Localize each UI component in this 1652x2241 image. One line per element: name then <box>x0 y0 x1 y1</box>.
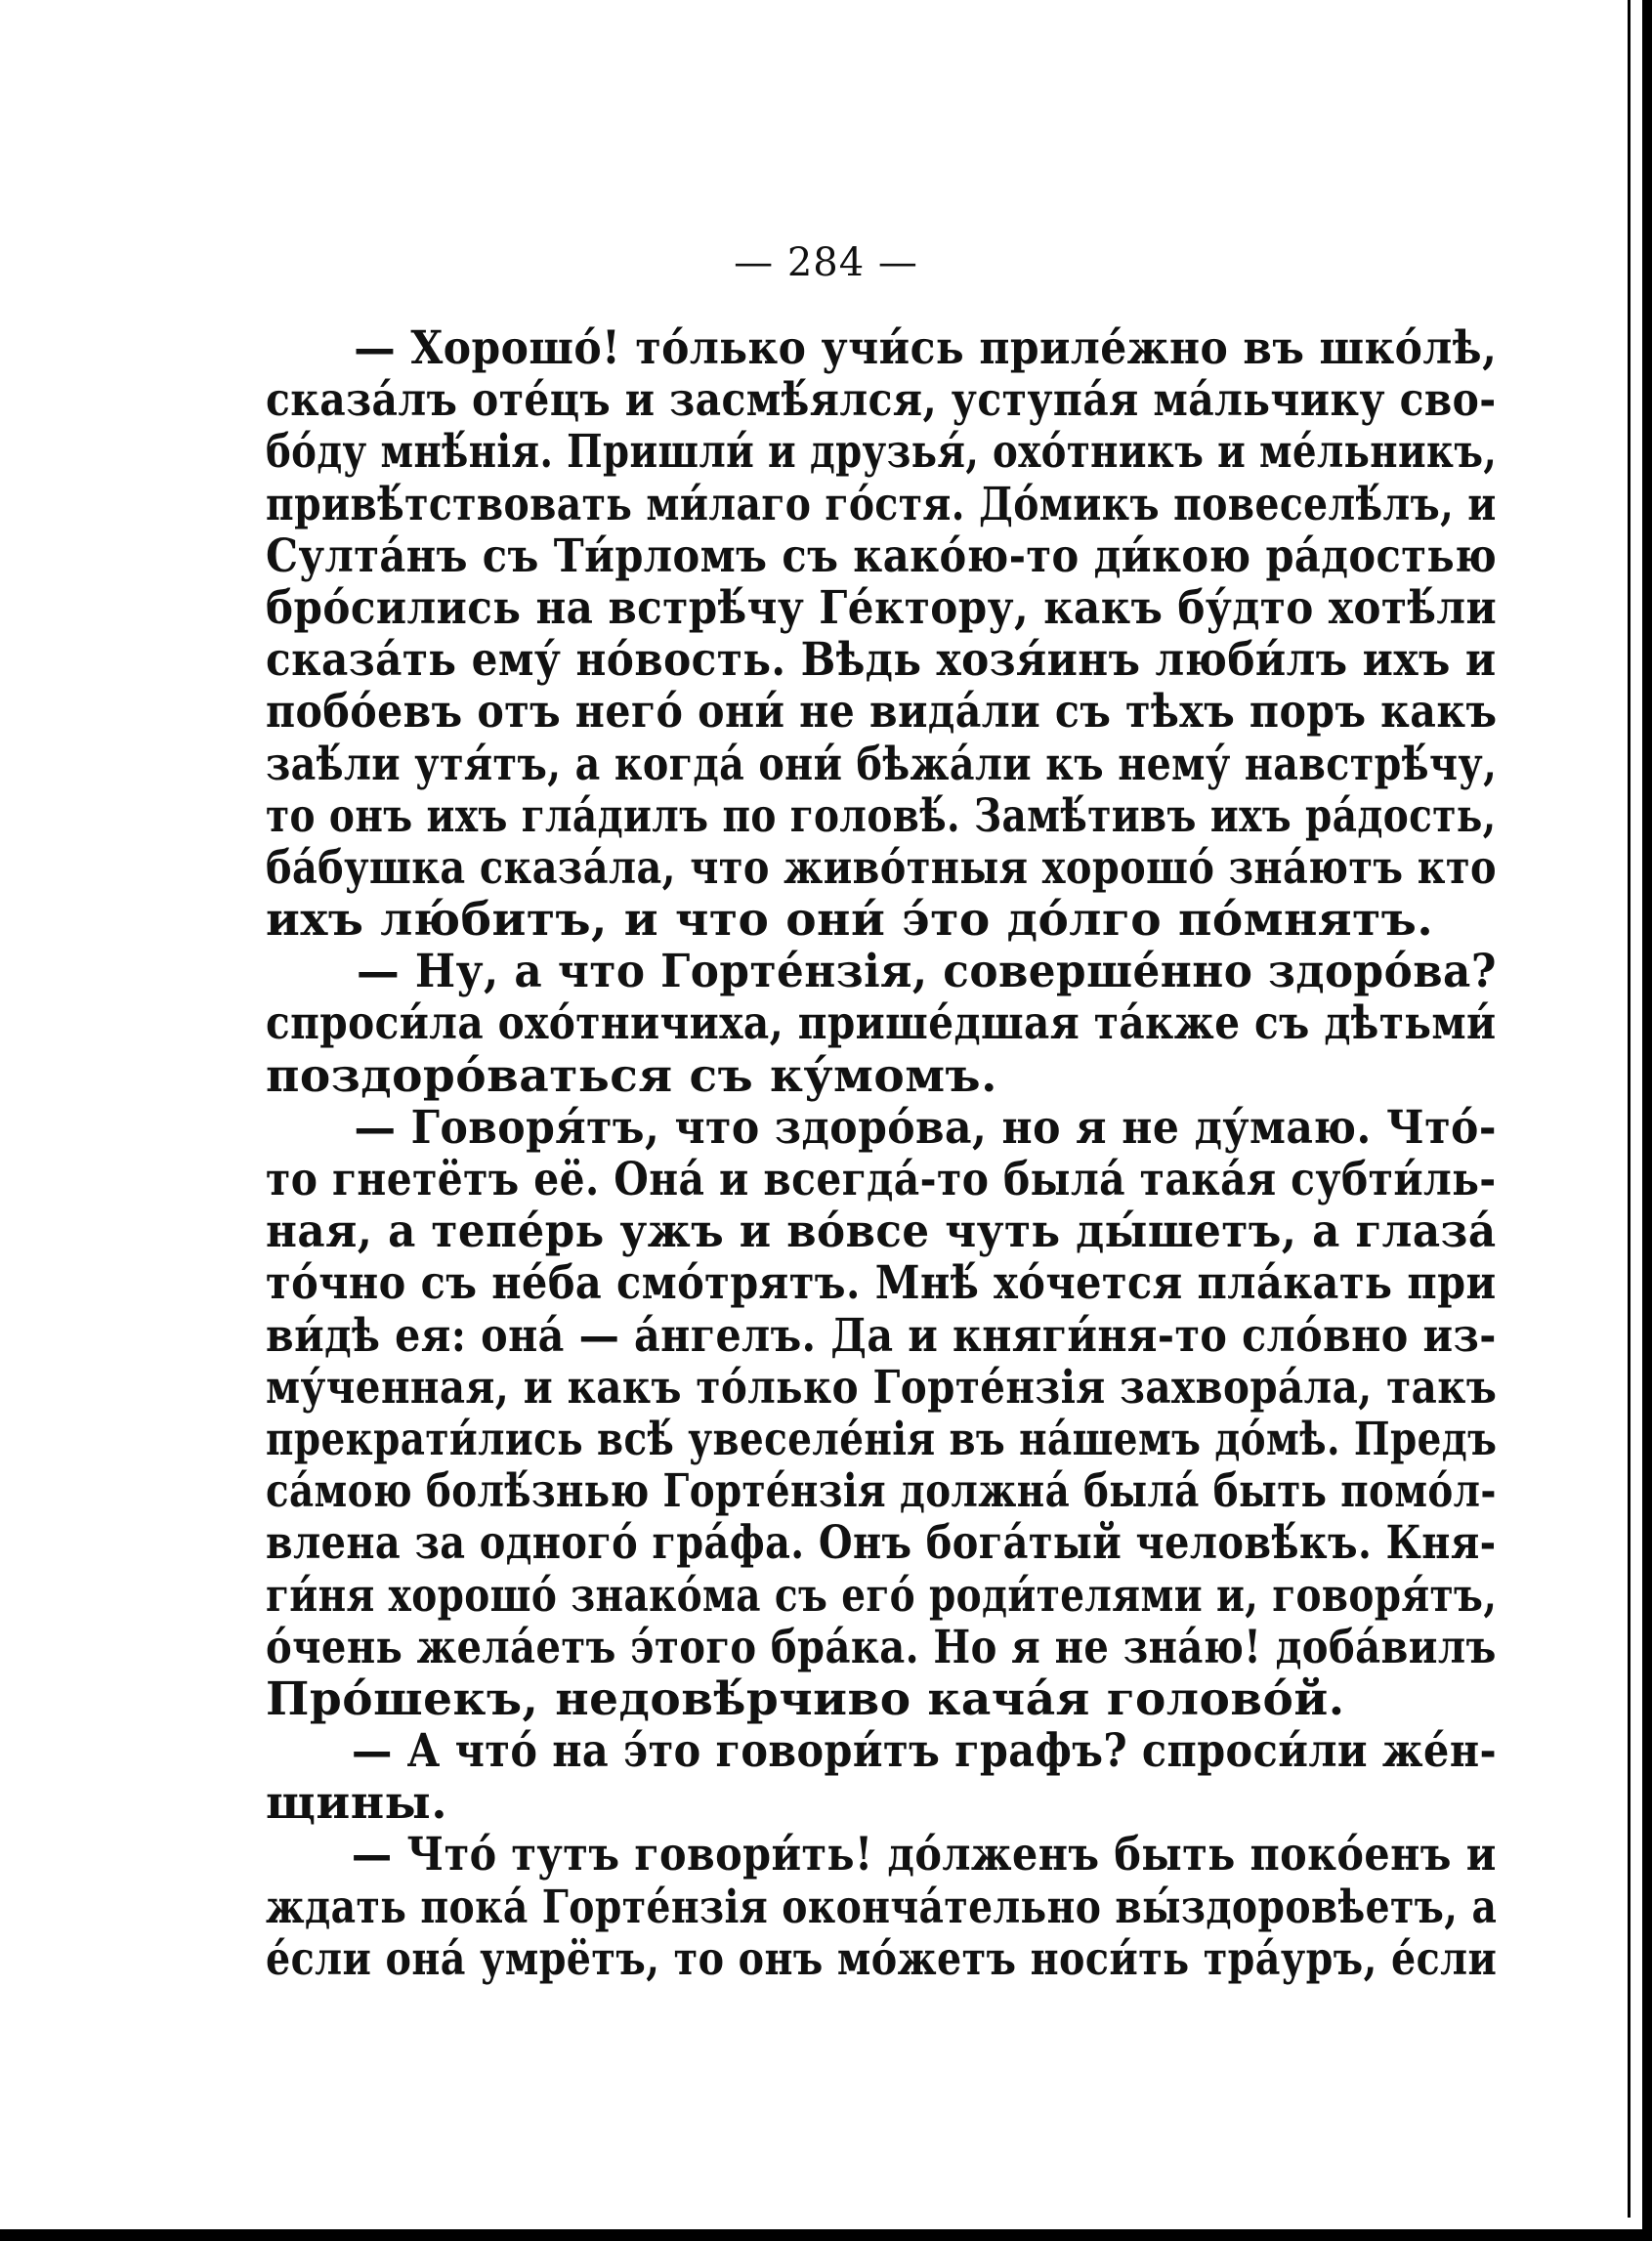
scan-border-bottom <box>0 2229 1652 2241</box>
text-line: сказа́ть ему́ но́вость. Вѣдь хозя́инъ люби́лъ ихъ и <box>266 633 1497 688</box>
text-line: то онъ ихъ гла́дилъ по головѣ́. Замѣ́тивъ ихъ ра́дость, <box>266 788 1497 843</box>
text-line: ихъ лю́битъ, и что они́ э́то до́лго по́мнятъ. <box>266 893 1434 948</box>
text-line: ви́дѣ ея: она́ — а́нгелъ. Да и княги́ня-то сло́вно из- <box>266 1308 1497 1363</box>
text-line: ждать пока́ Горте́нзія оконча́тельно вы́здоровѣетъ, а <box>266 1880 1498 1934</box>
text-line: е́сли она́ умрётъ, то онъ мо́жетъ носи́ть тра́уръ, е́сли <box>266 1931 1498 1986</box>
body-text <box>266 322 1497 1985</box>
text-line: — Что́ тутъ говори́ть! до́лженъ быть поко́енъ и <box>351 1828 1497 1882</box>
scan-border-right <box>1642 0 1652 2241</box>
text-line: ба́бушка сказа́ла, что живо́тныя хорошо́ зна́ютъ кто <box>266 840 1497 895</box>
text-line: то́чно съ не́ба смо́трятъ. Мнѣ́ хо́чется пла́кать при <box>266 1256 1497 1311</box>
text-line: — А что́ на э́то говори́тъ графъ? спроси́ли же́н- <box>351 1724 1498 1779</box>
text-line: бро́сились на встрѣ́чу Ге́ктору, какъ бу́дто хотѣ́ли <box>266 580 1498 635</box>
text-line: ги́ня хорошо́ знако́ма съ его́ роди́телями и, говоря́тъ, <box>266 1568 1498 1623</box>
text-line: побо́евъ отъ него́ они́ не вида́ли съ тѣхъ поръ какъ <box>266 685 1498 740</box>
text-line: щины. <box>266 1776 448 1831</box>
text-line: му́ченная, и какъ то́лько Горте́нзія захвора́ла, такъ <box>266 1360 1498 1415</box>
text-line: прекрати́лись всѣ́ увеселе́нія въ на́шемъ до́мѣ. Предъ <box>266 1412 1498 1466</box>
text-line: влена за одного́ гра́фа. Онъ бога́тый человѣ́къ. Кня- <box>266 1516 1497 1571</box>
text-line: привѣ́тствовать ми́лаго го́стя. До́микъ повеселѣ́лъ, и <box>266 477 1497 531</box>
text-line: — Хорошо́! то́лько учи́сь приле́жно въ шко́лѣ, <box>354 321 1498 375</box>
text-line: заѣ́ли утя́тъ, а когда́ они́ бѣжа́ли къ нему́ навстрѣ́чу, <box>266 737 1498 791</box>
text-line: то гнетётъ её. Она́ и всегда́-то была́ така́я субти́ль- <box>266 1153 1497 1206</box>
text-line: са́мою болѣ́знью Горте́нзія должна́ была́ быть помо́л- <box>266 1464 1497 1519</box>
text-line: Султа́нъ съ Ти́рломъ съ како́ю-то ди́кою ра́достью <box>266 529 1498 583</box>
text-line: спроси́ла охо́тничиха, прише́дшая та́кже съ дѣтьми́ <box>266 996 1497 1051</box>
page-number: — 284 — <box>734 240 918 285</box>
scan-edge-line <box>1628 0 1631 2218</box>
text-line: ная, а тепе́рь ужъ и во́все чуть ды́шетъ, а глаза́ <box>266 1205 1497 1259</box>
text-line: — Говоря́тъ, что здоро́ва, но я не ду́маю. Что́- <box>354 1100 1497 1155</box>
text-line: поздоро́ваться съ ку́момъ. <box>266 1048 997 1103</box>
text-line: — Ну, а что Горте́нзія, соверше́нно здоро́ва? <box>356 945 1497 999</box>
text-line: сказа́лъ оте́цъ и засмѣ́ялся, уступа́я ма́льчику сво- <box>266 373 1497 428</box>
text-line: Про́шекъ, недовѣ́рчиво кача́я голово́й. <box>266 1671 1345 1726</box>
text-line: бо́ду мнѣ́нія. Пришли́ и друзья́, охо́тникъ и ме́льникъ, <box>266 425 1498 480</box>
text-line: о́чень жела́етъ э́того бра́ка. Но я не зна́ю! доба́вилъ <box>266 1620 1497 1674</box>
